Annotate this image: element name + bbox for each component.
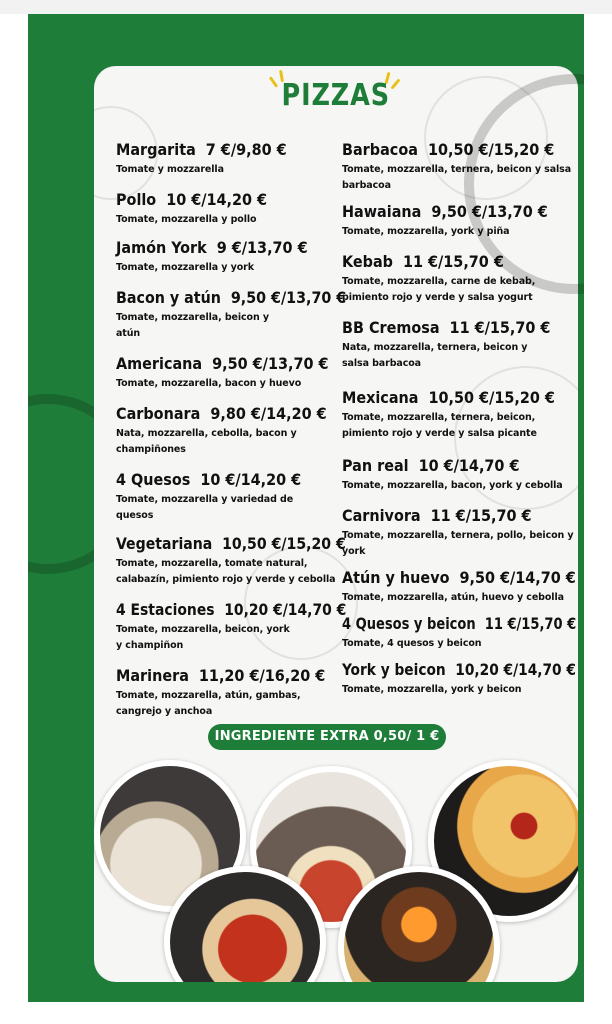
item-price: 10 €/14,70 € [418, 456, 520, 475]
item-name: 4 Quesos [116, 470, 191, 489]
item-price: 11 €/15,70 € [449, 318, 551, 337]
menu-item [116, 664, 346, 720]
item-name: Carnivora [342, 506, 421, 525]
extra-ingredient-badge: INGREDIENTE EXTRA 0,50/ 1 € [208, 724, 446, 750]
item-name: Pollo [116, 190, 157, 209]
item-name: BB Cremosa [342, 318, 440, 337]
menu-item [342, 386, 576, 442]
menu-title: PIZZAS [281, 78, 391, 113]
item-name: Jamón York [116, 238, 207, 257]
menu-card [94, 66, 578, 982]
menu-item [116, 138, 346, 178]
item-description: Tomate, mozzarella, ternera, pollo, beicon y york [342, 530, 574, 557]
item-description: Tomate, mozzarella, bacon y huevo [116, 378, 302, 389]
item-price: 9,50 €/13,70 € [230, 288, 347, 307]
item-description: Tomate, mozzarella, beicon y atún [116, 312, 269, 339]
menu-item [116, 402, 346, 458]
menu-item [116, 188, 346, 228]
item-price: 11 €/15,70 € [430, 506, 532, 525]
menu-item [116, 286, 346, 342]
item-price: 10 €/14,20 € [166, 190, 268, 209]
menu-item [342, 454, 576, 494]
item-price: 11 €/15,70 € [402, 252, 504, 271]
title-wrap [94, 78, 578, 113]
item-name: Atún y huevo [342, 568, 450, 587]
item-name: Americana [116, 354, 203, 373]
item-name: Margarita [116, 140, 196, 159]
item-price: 9,80 €/14,20 € [210, 404, 327, 423]
item-price: 10,20 €/14,70 € [455, 660, 576, 679]
item-price: 11 €/15,70 € [484, 614, 577, 633]
item-name: 4 Quesos y beicon [342, 614, 476, 633]
item-description: Tomate, mozzarella y pollo [116, 214, 257, 225]
item-description: Tomate, mozzarella, ternera, beicon, pimiento rojo y verde y salsa picante [342, 412, 537, 439]
item-name: York y beicon [342, 660, 446, 679]
menu-item [342, 200, 576, 240]
item-description: Tomate, mozzarella, ternera, beicon y salsa barbacoa [342, 164, 572, 191]
item-description: Tomate, mozzarella, atún, huevo y cebolla [342, 592, 564, 603]
item-price: 10,50 €/15,20 € [427, 140, 555, 159]
item-price: 7 €/9,80 € [205, 140, 287, 159]
item-price: 9,50 €/13,70 € [212, 354, 329, 373]
item-name: Vegetariana [116, 534, 213, 553]
item-price: 10 €/14,20 € [200, 470, 302, 489]
item-description: Tomate, mozzarella, bacon, york y cebolla [342, 480, 563, 491]
item-description: Tomate, 4 quesos y beicon [342, 638, 482, 649]
item-description: Tomate, mozzarella y york [116, 262, 254, 273]
item-description: Tomate, mozzarella, carne de kebab, pimiento rojo y verde y salsa yogurt [342, 276, 536, 303]
item-price: 9 €/13,70 € [216, 238, 308, 257]
green-frame [28, 14, 584, 1002]
top-strip [0, 0, 612, 14]
item-description: Tomate, mozzarella, tomate natural, calabazín, pimiento rojo y verde y cebolla [116, 558, 336, 585]
item-description: Tomate, mozzarella, york y beicon [342, 684, 522, 695]
item-price: 10,20 €/14,70 € [224, 600, 347, 619]
menu-item [116, 468, 346, 524]
item-price: 9,50 €/13,70 € [431, 202, 548, 221]
item-price: 11,20 €/16,20 € [198, 666, 326, 685]
item-name: Barbacoa [342, 140, 418, 159]
item-name: Hawaiana [342, 202, 422, 221]
menu-item [342, 612, 576, 652]
item-description: Tomate y mozzarella [116, 164, 224, 175]
menu-item [342, 138, 576, 194]
item-description: Nata, mozzarella, ternera, beicon y salsa barbacoa [342, 342, 528, 369]
menu-item [116, 598, 346, 654]
menu-item [342, 504, 576, 560]
menu-item [116, 352, 346, 392]
menu-item [116, 236, 346, 276]
item-description: Nata, mozzarella, cebolla, bacon y champiñones [116, 428, 297, 455]
item-name: Bacon y atún [116, 288, 221, 307]
item-name: Carbonara [116, 404, 201, 423]
menu-item [342, 250, 576, 306]
item-description: Tomate, mozzarella, beicon, york y champiñon [116, 624, 290, 651]
menu-item [116, 532, 346, 588]
item-name: Marinera [116, 666, 189, 685]
menu-item [342, 316, 576, 372]
item-name: Pan real [342, 456, 409, 475]
menu-item [342, 658, 576, 698]
item-price: 10,50 €/15,20 € [222, 534, 346, 553]
item-description: Tomate, mozzarella, atún, gambas, cangrejo y anchoa [116, 690, 301, 717]
item-name: Mexicana [342, 388, 419, 407]
item-description: Tomate, mozzarella y variedad de quesos [116, 494, 294, 521]
item-price: 9,50 €/14,70 € [459, 568, 576, 587]
item-description: Tomate, mozzarella, york y piña [342, 226, 510, 237]
item-name: 4 Estaciones [116, 600, 215, 619]
item-price: 10,50 €/15,20 € [428, 388, 555, 407]
menu-item [342, 566, 576, 606]
item-name: Kebab [342, 252, 393, 271]
